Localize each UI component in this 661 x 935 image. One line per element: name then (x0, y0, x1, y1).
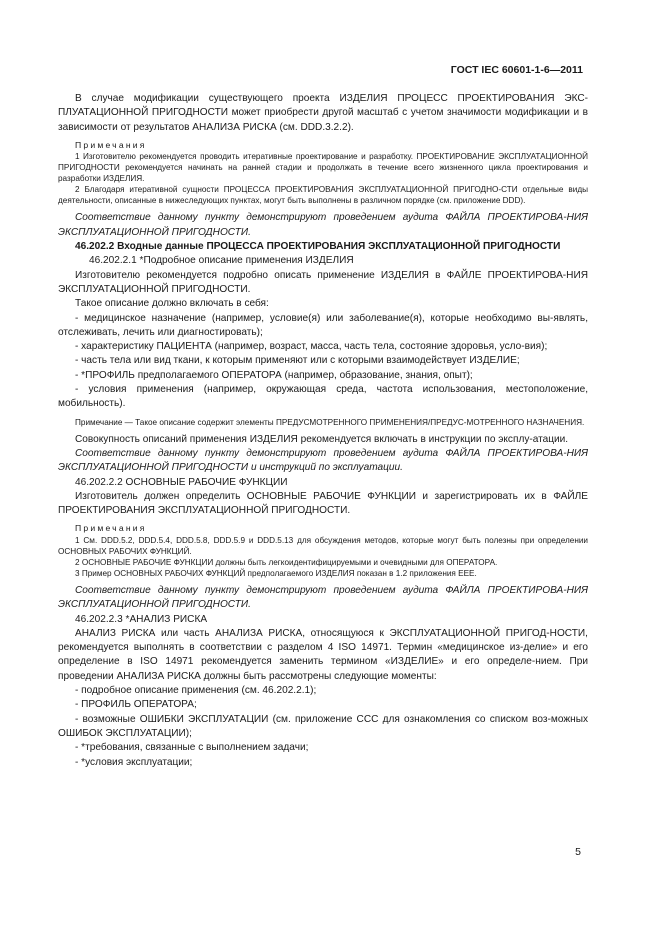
note: 3 Пример ОСНОВНЫХ РАБОЧИХ ФУНКЦИЙ предполагаемого ИЗДЕЛИЯ показан в 1.2 приложения ЕЕЕ. (75, 568, 477, 578)
note: 1 Изготовителю рекомендуется проводить итеративные проектирование и разработку. ПРОЕКТИРОВАНИЕ ЭКСПЛУАТАЦИОННОЙ ПРИГОДНОСТИ рекомендуется начинать на ранней стадии и продолжать в течение всего жизненного цикла проектирования и разработки ИЗДЕЛИЯ. (58, 151, 588, 184)
paragraph: Такое описание должно включать в себя: (75, 298, 269, 310)
paragraph: АНАЛИЗ РИСКА или часть АНАЛИЗА РИСКА, относящуюся к ЭКСПЛУАТАЦИОННОЙ ПРИГОД-НОСТИ, рекомендуется выполнять в соответствии с разделом 4 ISO 14971. Термин «медицинское из-делие» и его определение в ISO 14971 рекомендуется заменить термином «ИЗДЕЛИЕ» и его определе-нием. При проведении АНАЛИЗА РИСКА должны быть рассмотрены следующие моменты: (58, 627, 588, 682)
subsection-heading: 46.202.2.1 *Подробное описание применения ИЗДЕЛИЯ (89, 255, 354, 267)
paragraph: Совокупность описаний применения ИЗДЕЛИЯ рекомендуется включать в инструкции по эксплу-атации. (75, 433, 569, 445)
list-item: - характеристику ПАЦИЕНТА (например, возраст, масса, часть тела, состояние здоровья, усло-вия); (75, 341, 548, 353)
page-number: 5 (575, 846, 581, 858)
list-item: - условия применения (например, окружающая среда, частота использования, местоположение, мобильность). (58, 384, 588, 410)
paragraph: Изготовитель должен определить ОСНОВНЫЕ РАБОЧИЕ ФУНКЦИИ и зарегистрировать их в ФАЙЛЕ ПРОЕКТИРОВАНИЯ ЭКСПЛУАТАЦИОННОЙ ПРИГОДНОСТИ. (58, 490, 588, 517)
note: 2 Благодаря итеративной сущности ПРОЦЕССА ПРОЕКТИРОВАНИЯ ЭКСПЛУАТАЦИОННОЙ ПРИГОДНО-СТИ отдельные виды деятельности, описанные в нижеследующих пунктах, могут быть выполнены в различном порядке (см. приложение DDD). (58, 185, 588, 206)
list-item: - подробное описание применения (см. 46.202.2.1); (75, 685, 317, 697)
compliance-statement: Соответствие данному пункту демонстрируют проведением аудита ФАЙЛА ПРОЕКТИРОВА-НИЯ ЭКСПЛУАТАЦИОННОЙ ПРИГОДНОСТИ и инструкций по эксплуатации. (58, 448, 588, 474)
note: Примечание — Такое описание содержит элементы ПРЕДУСМОТРЕННОГО ПРИМЕНЕНИЯ/ПРЕДУС-МОТРЕННОГО НАЗНАЧЕНИЯ. (75, 417, 585, 427)
notes-heading: Примечания (75, 523, 147, 534)
compliance-statement: Соответствие данному пункту демонстрируют проведением аудита ФАЙЛА ПРОЕКТИРОВА-НИЯ ЭКСПЛУАТАЦИОННОЙ ПРИГОДНОСТИ. (58, 584, 588, 611)
paragraph: В случае модификации существующего проекта ИЗДЕЛИЯ ПРОЦЕСС ПРОЕКТИРОВАНИЯ ЭКС-ПЛУАТАЦИОННОЙ ПРИГОДНОСТИ может приобрести другой масштаб с учетом значимости модификации и в зависимости от результатов АНАЛИЗА РИСКА (см. DDD.3.2.2). (58, 93, 588, 133)
subsection-heading: 46.202.2.2 ОСНОВНЫЕ РАБОЧИЕ ФУНКЦИИ (75, 476, 288, 488)
list-item: - часть тела или вид ткани, к которым применяют или с которыми взаимодействует ИЗДЕЛИЕ; (75, 355, 520, 367)
list-item: - *требования, связанные с выполнением задачи; (75, 742, 309, 754)
list-item: - медицинское назначение (например, условие(я) или заболевание(я), которые необходимо вы-являть, отслеживать, лечить или диагностировать); (58, 312, 588, 338)
document-body (58, 92, 588, 770)
compliance-statement: Соответствие данному пункту демонстрируют проведением аудита ФАЙЛА ПРОЕКТИРОВА-НИЯ ЭКСПЛУАТАЦИОННОЙ ПРИГОДНОСТИ. (58, 212, 588, 238)
list-item: - возможные ОШИБКИ ЭКСПЛУАТАЦИИ (см. приложение ССС для ознакомления со списком воз-можных ОШИБОК ЭКСПЛУАТАЦИИ); (58, 713, 588, 739)
document-header: ГОСТ IEC 60601-1-6—2011 (450, 64, 583, 76)
notes-heading: Примечания (75, 139, 147, 150)
paragraph: Изготовителю рекомендуется подробно описать применение ИЗДЕЛИЯ в ФАЙЛЕ ПРОЕКТИРОВА-НИЯ ЭКСПЛУАТАЦИОННОЙ ПРИГОДНОСТИ. (58, 269, 588, 295)
section-heading: 46.202.2 Входные данные ПРОЦЕССА ПРОЕКТИРОВАНИЯ ЭКСПЛУАТАЦИОННОЙ ПРИГОДНОСТИ (75, 241, 561, 253)
list-item: - *условия эксплуатации; (75, 756, 193, 768)
note: 2 ОСНОВНЫЕ РАБОЧИЕ ФУНКЦИИ должны быть легкоидентифицируемыми и очевидными для ОПЕРАТОРА. (75, 557, 498, 567)
note: 1 См. DDD.5.2, DDD.5.4, DDD.5.8, DDD.5.9 и DDD.5.13 для обсуждения методов, которые могут быть полезны при определении ОСНОВНЫХ РАБОЧИХ ФУНКЦИЙ. (58, 535, 588, 556)
list-item: - ПРОФИЛЬ ОПЕРАТОРА; (75, 699, 197, 711)
subsection-heading: 46.202.2.3 *АНАЛИЗ РИСКА (75, 613, 208, 625)
list-item: - *ПРОФИЛЬ предполагаемого ОПЕРАТОРА (например, образование, знания, опыт); (75, 369, 473, 381)
